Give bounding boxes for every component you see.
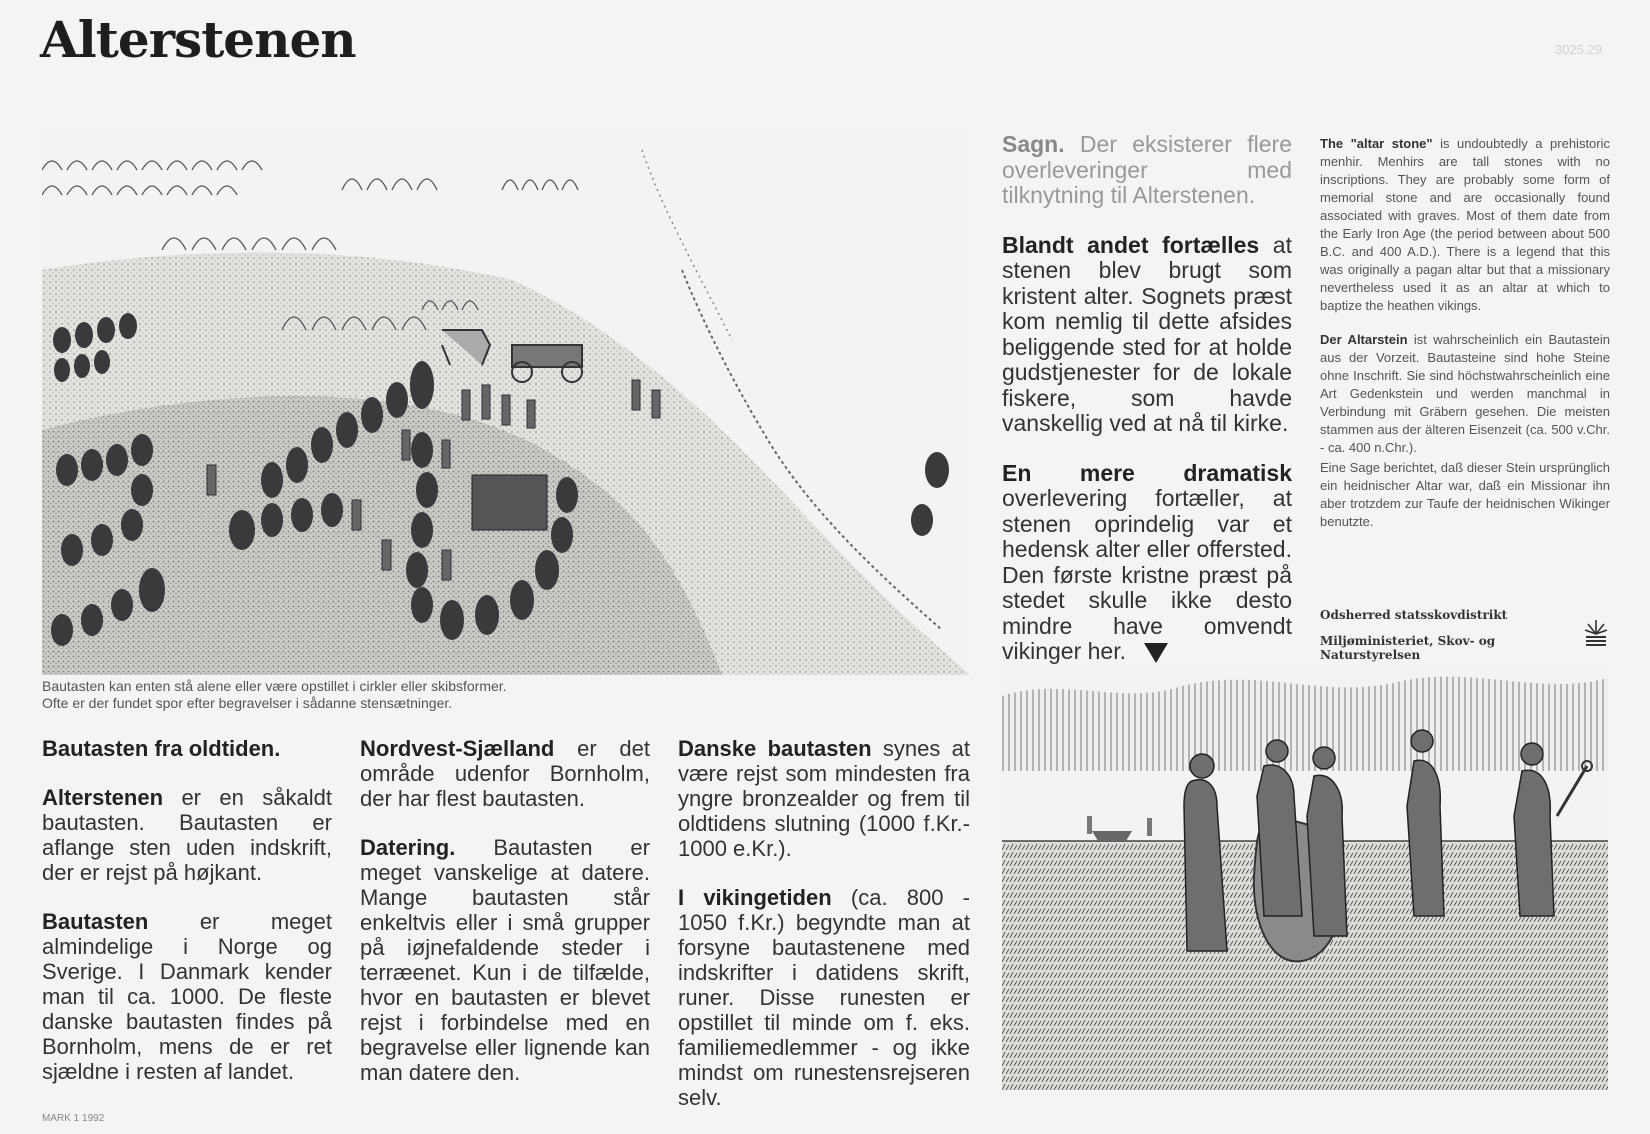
legend-p1-lead: Sagn.	[1002, 131, 1065, 157]
column-1-p2-text: er meget almindelige i Norge og Sverige. I Danmark kender man til ca. 1000. De fleste danske bautasten findes på Bornholm, mens de er ret sjældne i resten af landet.	[42, 909, 332, 1084]
legend-p2-text: at stenen blev brugt som kristent alter. Sognets præst kom nemlig til dette afsides beliggende sted for at holde gudstjenester for de lokale fiskere, som havde vanskellig ved at nå til kirke.	[1002, 231, 1292, 436]
legend-p3-lead: En mere dramatisk	[1002, 459, 1292, 486]
german-lead: Der Altarstein	[1320, 332, 1408, 347]
column-2-p2-lead: Datering.	[360, 835, 456, 860]
column-2-p1-lead: Nordvest-Sjælland	[360, 736, 555, 761]
ministry-logo-icon	[1583, 616, 1609, 651]
ministry-credit: Miljøministeriet, Skov- og Naturstyrelsen	[1320, 634, 1496, 662]
column-1-heading: Bautasten fra oldtiden.	[42, 736, 281, 761]
english-text: is undoubtedly a prehistoric menhir. Menhirs are tall stones with no inscriptions. They are probably some form of memorial stone and are occasionally found associated with graves. Most of them date from the Early Iron Age (the period between about 500 B.C. and 400 A.D.). There is a legend that this was originally a pagan altar but that a missionary nevertheless used it as an altar at which to baptize the heathen vikings.	[1320, 136, 1611, 313]
column-2-p1-text: er det område udenfor Bornholm, der har flest bautasten.	[360, 736, 650, 811]
column-2-p2-text: Bautasten er meget vanskelige at datere. Mange bautasten står enkeltvis eller i små grupper på iøjnefaldende steder i terræenet. Kun i de tilfælde, hvor en bautasten er blevet rejst i forbindelse med en begravelse eller lignende kan man datere den.	[360, 835, 650, 1085]
column-3-p1-lead: Danske bautasten	[678, 736, 872, 761]
stone-settings-illustration	[42, 130, 970, 675]
illustration-caption	[42, 678, 942, 712]
column-1-p2-lead: Bautasten	[42, 909, 149, 934]
german-p2-text: Eine Sage berichtet, daß dieser Stein ursprünglich ein heidnischer Altar war, daß ein Missionar ihn aber trotzdem zur Taufe der heidnischen Wikinger benutzte.	[1320, 460, 1610, 529]
column-1	[42, 736, 332, 1108]
column-2	[360, 736, 650, 1109]
legend-p2-lead: Blandt andet fortælles	[1002, 231, 1260, 258]
page-title: Alterstenen	[40, 10, 356, 69]
legend-column	[1002, 132, 1292, 689]
catalog-number: 3025.29	[1555, 42, 1602, 57]
column-3	[678, 736, 970, 1134]
legend-p3-text: overlevering fortæller, at stenen oprindelig var et hedensk alter eller offersted. Den første kristne præst på stedet skulle ikke desto mindre have omvendt vikinger her.	[1002, 485, 1292, 664]
caption-line-2: Ofte er der fundet spor efter begravelser i sådanne stensætninger.	[42, 695, 453, 711]
german-p1-text: ist wahrscheinlich ein Bautastein aus der Vorzeit. Bautasteine sind hohe Steine ohne Inschrift. Sie sind höchstwahrscheinlich eine Art Gedenkstein und werden manchmal in Verbindung mit Gräbern gesehen. Die meisten stammen aus der älteren Eisenzeit (ca. 500 v.Chr. - ca. 400 n.Chr.).	[1320, 332, 1610, 455]
footer-mark: MARK 1 1992	[42, 1113, 105, 1124]
column-1-p1-text: er en såkaldt bautasten. Bautasten er aflange sten uden indskrift, der er rejst på højkant.	[42, 785, 332, 885]
column-1-p1-lead: Alterstenen	[42, 785, 164, 810]
legend-p1-text: Der eksisterer flere overleveringer med tilknytning til Alterstenen.	[1002, 131, 1292, 208]
altar-scene-illustration	[1002, 666, 1608, 1090]
down-arrow-icon	[1144, 643, 1168, 663]
translation-column	[1320, 135, 1610, 547]
caption-line-1: Bautasten kan enten stå alene eller være opstillet i cirkler eller skibsformer.	[42, 678, 507, 694]
column-3-p2-text: (ca. 800 - 1050 f.Kr.) begyndte man at forsyne bautastenene med indskrifter i datidens skrift, runer. Disse runesten er opstillet til minde om f. eks. familiemedlemmer - og ikke mindst om runestensrejseren selv.	[678, 885, 970, 1110]
district-credit: Odsherred statsskovdistrikt	[1320, 608, 1508, 622]
column-3-p1-text: synes at være rejst som mindesten fra yngre bronzealder og frem til oldtidens slutning (1000 f.Kr.- 1000 e.Kr.).	[678, 736, 970, 861]
column-3-p2-lead: I vikingetiden	[678, 885, 832, 910]
english-lead: The "altar stone"	[1320, 136, 1433, 151]
